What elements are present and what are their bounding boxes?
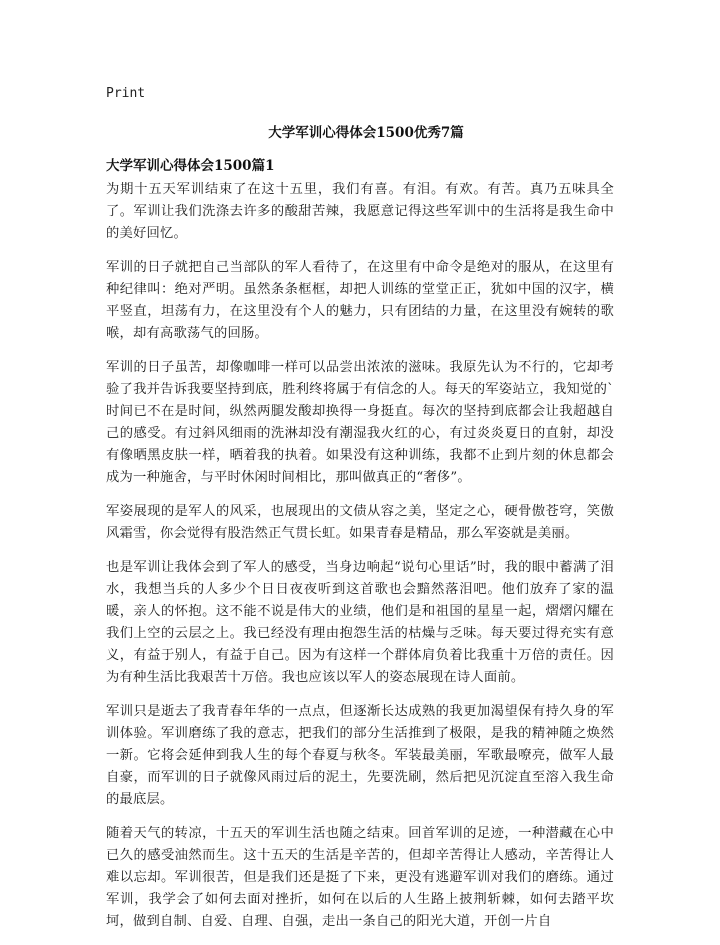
paragraph: 军训的日子虽苦，却像咖啡一样可以品尝出浓浓的滋味。我原先认为不行的，它却考验了我并告诉我要坚持到底，胜利终将属于有信念的人。每天的军姿站立，我知觉的`时间已不在是时间，纵然两腿发酸却换得一身挺直。每次的坚持到底都会让我超越自己的感受。有过斜风细雨的洗淋却没有潮湿我火红的心，有过炎炎夏日的直射，却没有像晒黑皮肤一样，晒着我的执着。如果没有这种训练，我都不止到片刻的休息都会成为一种施舍，与平时休闲时间相比，那叫做真正的“奢侈”。 — [106, 360, 614, 485]
section-title: 大学军训心得体会1500篇1 — [106, 158, 275, 174]
paragraph: 随着天气的转凉，十五天的军训生活也随之结束。回首军训的足迹，一种潜藏在心中已久的感受油然而生。这十五天的生活是辛苦的，但却辛苦得让人感动，辛苦得让人难以忘却。军训很苦，但是我们还是挺了下来，更没有逃避军训对我们的磨练。通过军训，我学会了如何去面对挫折，如何在以后的人生路上披荆斩棘，如何去踏平坎坷，做到自制、自爱、自理、自强，走出一条自己的阳光大道，开创一片自 — [106, 826, 614, 929]
paragraph: 也是军训让我体会到了军人的感受，当身边响起“说句心里话”时，我的眼中蓄满了泪水，我想当兵的人多少个日日夜夜听到这首歌也会黯然落泪吧。他们放弃了家的温暖，亲人的怀抱。这不能不说是伟大的业绩，他们是和祖国的星星一起，熠熠闪耀在我们上空的云层之上。我已经没有理由抱怨生活的枯燥与乏味。每天要过得充实有意义，有益于别人，有益于自己。因为有这样一个群体肩负着比我重十万倍的责任。因为有种生活比我艰苦十万倍。我也应该以军人的姿态展现在诗人面前。 — [106, 560, 614, 685]
paragraph: 军训的日子就把自己当部队的军人看待了，在这里有中命令是绝对的服从，在这里有种纪律叫：绝对严明。虽然条条框框，却把人训练的堂堂正正，犹如中国的汉字，横平竖直，坦荡有力，在这里没有个人的魅力，只有团结的力量，在这里没有婉转的歌喉，却有高歌荡气的回肠。 — [106, 260, 614, 341]
article-body — [106, 179, 614, 945]
print-link[interactable]: Print — [106, 86, 146, 101]
document-title: 大学军训心得体会1500优秀7篇 — [268, 125, 464, 141]
paragraph: 为期十五天军训结束了在这十五里，我们有喜。有泪。有欢。有苦。真乃五味具全了。军训让我们洗涤去许多的酸甜苦辣，我愿意记得这些军训中的生活将是我生命中的美好回忆。 — [106, 182, 614, 241]
paragraph: 军姿展现的是军人的风采，也展现出的文债从容之美，坚定之心，硬骨傲苍穹，笑傲风霜雪，你会觉得有股浩然正气贯长虹。如果青春是精品，那么军姿就是美丽。 — [106, 504, 614, 541]
paragraph: 军训只是逝去了我青春年华的一点点，但逐渐长达成熟的我更加渴望保有持久身的军训体验。军训磨练了我的意志，把我们的部分生活推到了极限，是我的精神随之焕然一新。它将会延伸到我人生的每个春夏与秋冬。军装最美丽，军歌最嘹亮，做军人最自豪，而军训的日子就像风雨过后的泥土，先要洗刷，然后把见沉淀直至溶入我生命的最底层。 — [106, 704, 614, 807]
